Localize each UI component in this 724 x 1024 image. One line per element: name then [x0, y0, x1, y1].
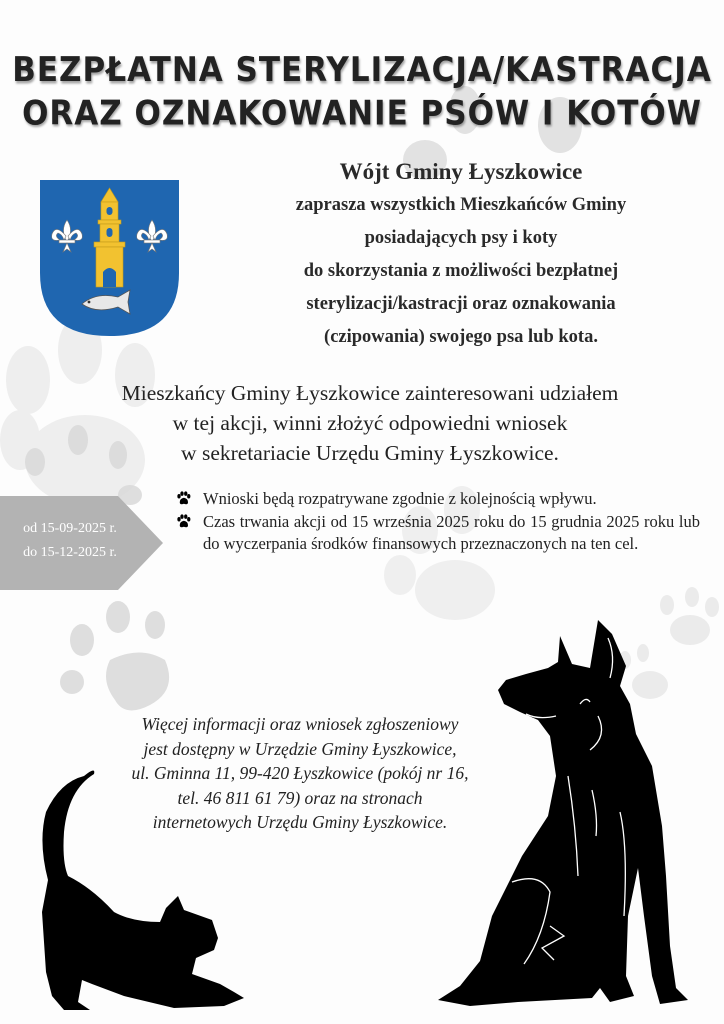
date-badge [0, 517, 140, 565]
info-line: ul. Gminna 11, 99-420 Łyszkowice (pokój nr 16, [131, 763, 469, 783]
paragraph-line: w sekretariacie Urzędu Gminy Łyszkowice. [181, 441, 559, 465]
paw-icon [176, 491, 191, 506]
poster-title [0, 49, 724, 135]
info-line: internetowych Urzędu Gminy Łyszkowice. [152, 812, 448, 832]
paragraph-line: w tej akcji, winni złożyć odpowiedni wniosek [172, 411, 568, 435]
residents-paragraph [40, 378, 700, 468]
intro-line: sterylizacji/kastracji oraz oznakowania [306, 294, 616, 314]
intro-line: do skorzystania z możliwości bezpłatnej [303, 261, 619, 281]
info-line: jest dostępny w Urzędzie Gminy Łyszkowice, [143, 738, 457, 759]
bullet-text: Wnioski będą rozpatrywane zgodnie z kolejnością wpływu. [203, 489, 597, 508]
date-to: do 15-12-2025 r. [23, 545, 117, 560]
intro-line: (czipowania) swojego psa lub kota. [324, 327, 598, 347]
intro-block [222, 155, 700, 354]
title-line-2: ORAZ OZNAKOWANIE PSÓW I KOTÓW [22, 94, 702, 134]
intro-heading: Wójt Gminy Łyszkowice [339, 159, 583, 184]
bullet-text: Czas trwania akcji od 15 września 2025 roku do 15 grudnia 2025 roku lub do wyczerpania środków finansowych przeznaczonych na ten cel. [203, 511, 700, 553]
bullet-item [176, 511, 700, 556]
info-line: Więcej informacji oraz wniosek zgłoszeniowy [141, 714, 459, 734]
date-from: od 15-09-2025 r. [23, 521, 117, 536]
paw-icon [176, 514, 191, 529]
intro-line: posiadających psy i koty [364, 228, 558, 248]
paw-print-grunge-lower-left [60, 601, 169, 710]
intro-line: zaprasza wszystkich Mieszkańców Gminy [295, 195, 627, 215]
bullet-list [176, 488, 700, 556]
dog-silhouette-icon [430, 616, 690, 1016]
paragraph-line: Mieszkańcy Gminy Łyszkowice zainteresowani udziałem [121, 381, 619, 405]
cat-silhouette-icon [24, 762, 256, 1012]
bullet-item [176, 488, 700, 511]
coat-of-arms-logo [38, 178, 181, 338]
title-line-1: BEZPŁATNA STERYLIZACJA/KASTRACJA [12, 50, 712, 90]
info-line: tel. 46 811 61 79) oraz na stronach [177, 787, 423, 808]
